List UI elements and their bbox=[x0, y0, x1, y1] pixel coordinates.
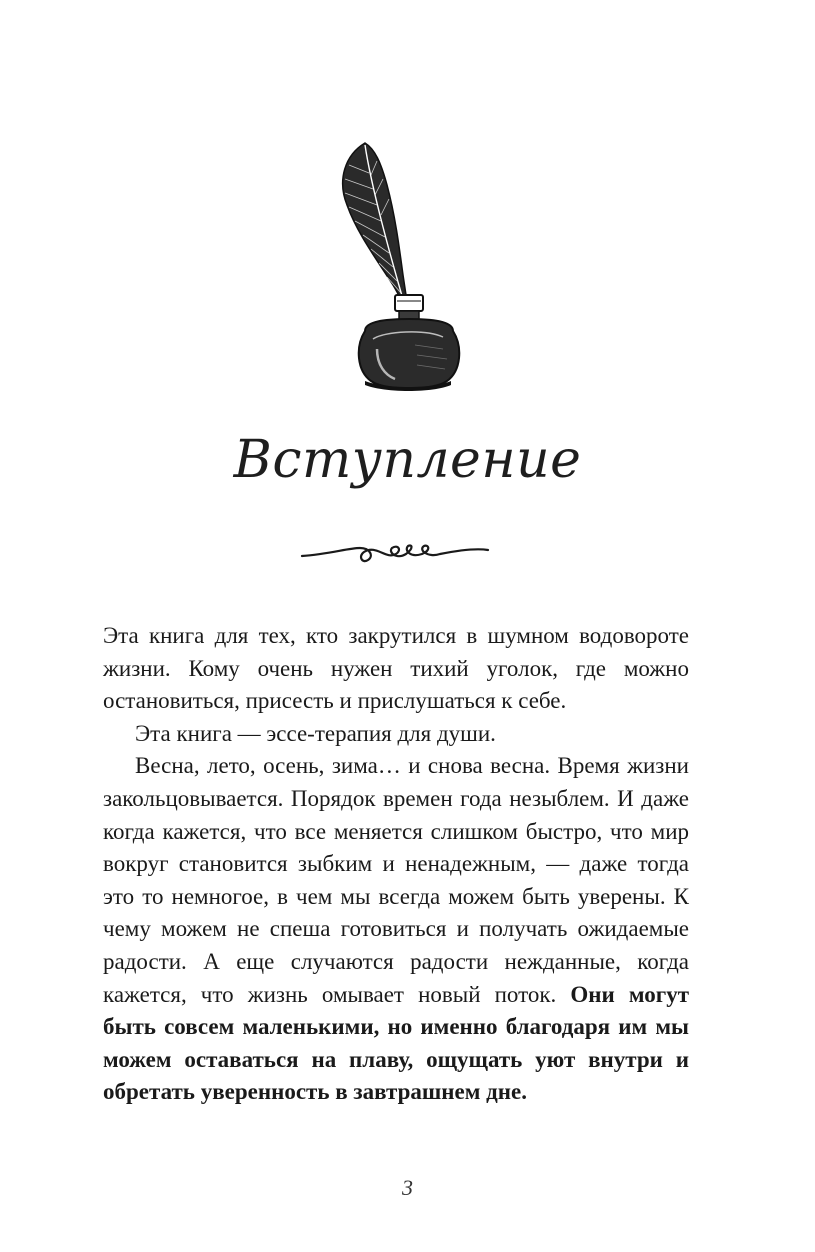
paragraph-3 bbox=[103, 750, 689, 1109]
quill-inkwell-icon bbox=[325, 135, 475, 395]
swirl-divider-icon bbox=[300, 538, 490, 568]
page-number: 3 bbox=[402, 1175, 413, 1200]
paragraph-3-regular: Весна, лето, осень, зима… и снова весна. Время жизни закольцовывается. Порядок времен года незыблем. И даже когда кажется, что все меняется слишком быстро, что мир вокруг становится зыбким и ненадежным, — даже тогда это то немногое, в чем мы всегда можем быть уверены. К чему можем не спеша готовиться и получать ожидаемые радости. А еще случаются радости нежданные, когда кажется, что жизнь омывает новый поток. bbox=[103, 753, 689, 1007]
paragraph-1: Эта книга для тех, кто закрутился в шумном водовороте жизни. Кому очень нужен тихий уголок, где можно остановиться, присесть и прислушаться к себе. bbox=[103, 623, 689, 714]
paragraph-2: Эта книга — эссе-терапия для души. bbox=[135, 720, 496, 746]
text-body bbox=[103, 620, 689, 1109]
chapter-title: Вступление bbox=[233, 430, 582, 490]
paragraph-3-bold: Они могут быть совсем маленькими, но именно благодаря им мы можем оставаться на плаву, ощущать уют внутри и обретать уверенность в завтрашнем дне. bbox=[103, 981, 690, 1105]
inkwell bbox=[359, 295, 460, 391]
